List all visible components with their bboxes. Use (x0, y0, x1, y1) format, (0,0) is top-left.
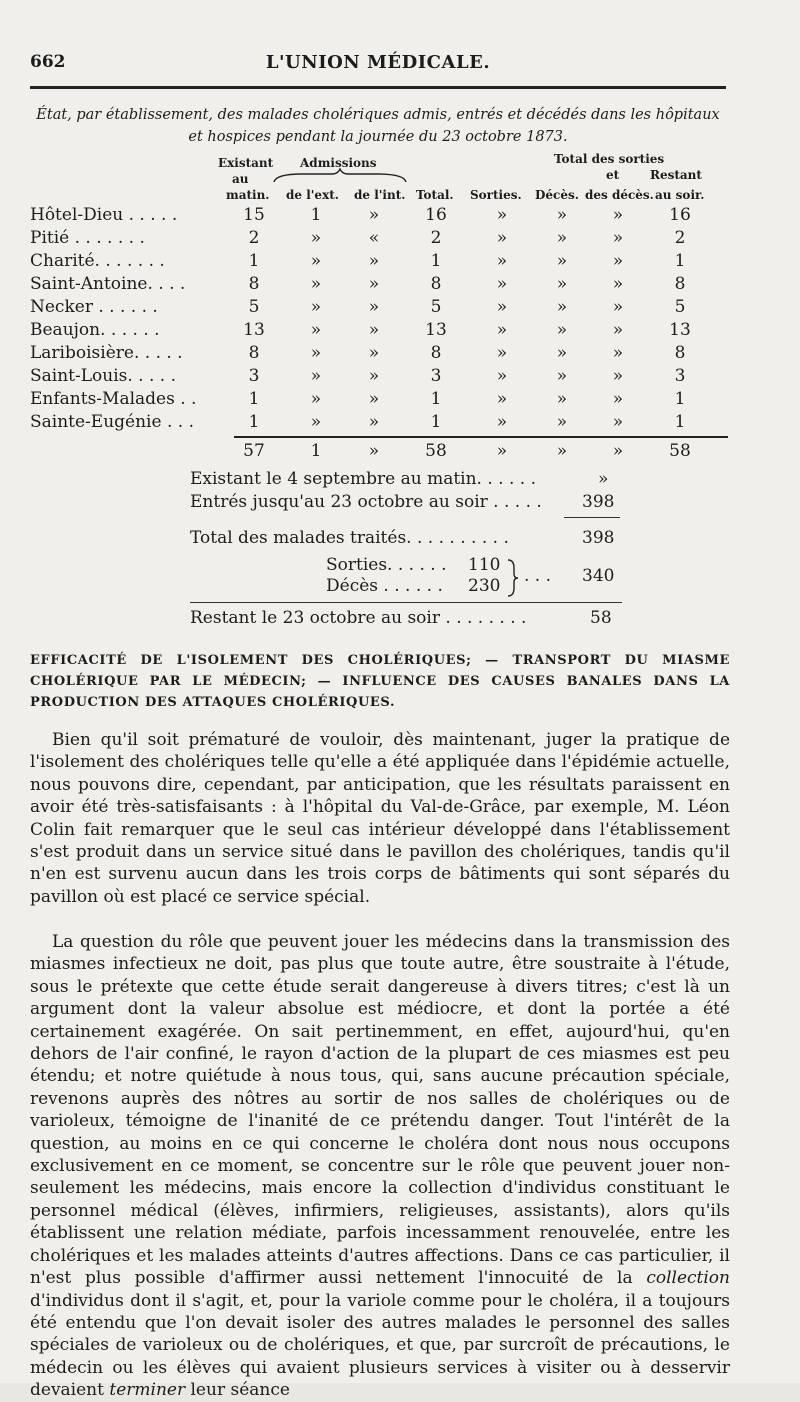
table-cell: 8 (248, 274, 260, 294)
total-cell: 58 (669, 441, 691, 461)
table-cell: » (368, 274, 380, 294)
header-rule (30, 86, 726, 89)
summary-restant-label: Restant le 23 octobre au soir . . . . . . . . (190, 608, 527, 628)
table-cell: » (310, 366, 322, 386)
table-cell: » (556, 205, 568, 225)
summary-sd-total: 340 (582, 566, 615, 586)
summary-dots: . . . (524, 566, 552, 586)
total-cell: 1 (310, 441, 322, 461)
table-cell: » (368, 343, 380, 363)
summary-existant-value: » (598, 469, 609, 489)
table-cell: » (556, 412, 568, 432)
table-row (30, 228, 730, 251)
paragraph-1-text: Bien qu'il soit prématuré de vouloir, dès maintenant, juger la pratique de l'isolement des cholériques telle qu'elle a été appliquée dans l'épidémie actuelle, nous pouvons dire, cependant, par anticipation, que les résultats paraissent en avoir été très-satisfaisants : à l'hôpital du Val-de-Grâce, par exemple, M. Léon Colin fait remarquer que le seul cas intérieur développé dans l'établissement s'est produit dans un service situé dans le pavillon des cholériques, tandis qu'il n'en est survenu aucun dans les trois corps de bâtiments qui sont séparés du pavillon où est placé ce service spécial. (30, 730, 730, 907)
table-row (30, 251, 730, 274)
table-cell: 8 (430, 343, 442, 363)
table-cell: 13 (243, 320, 265, 340)
table-row (30, 412, 730, 435)
summary-total-label: Total des malades traités. . . . . . . . . . (190, 528, 509, 548)
header-existant: Existant (218, 156, 274, 170)
table-cell: » (556, 389, 568, 409)
table-cell: 8 (674, 343, 686, 363)
table-cell: » (368, 320, 380, 340)
table-cell: » (556, 320, 568, 340)
table-cell: 1 (248, 412, 260, 432)
hospital-name: Charité. . . . . . . (30, 251, 165, 271)
table-cell: » (556, 228, 568, 248)
table-cell: » (612, 251, 624, 271)
page-header (30, 52, 726, 80)
table-cell: « (368, 228, 380, 248)
table-cell: 2 (430, 228, 442, 248)
table-cell: » (496, 320, 508, 340)
header-total: Total. (416, 188, 454, 202)
totals-row (30, 441, 730, 465)
table-cell: » (612, 389, 624, 409)
table-cell: » (368, 366, 380, 386)
paragraph-2-part-b: d'individus dont il s'agit, et, pour la variole comme pour le choléra, il a toujours été entendu que l'on devait isoler des autres malades le personnel des salles spéciales de varioleux ou de cholériques, et que, par surcroît de précautions, le médecin ou les élèves qui avaient plusieurs services à visiter ou à desservir devaient (30, 1290, 730, 1401)
table-cell: 1 (430, 412, 442, 432)
header-existant-au: au (232, 172, 249, 186)
table-cell: » (496, 412, 508, 432)
hospital-name: Necker . . . . . . (30, 297, 158, 317)
table-cell: 5 (430, 297, 442, 317)
table-cell: 1 (674, 412, 686, 432)
table-cell: » (612, 366, 624, 386)
table-cell: » (496, 297, 508, 317)
total-cell: » (612, 441, 624, 461)
table-row (30, 297, 730, 320)
hospital-name: Lariboisière. . . . . (30, 343, 183, 363)
table-cell: » (368, 251, 380, 271)
table-cell: » (310, 412, 322, 432)
table-cell: » (496, 251, 508, 271)
header-et: et (606, 168, 620, 182)
table-cell: » (556, 251, 568, 271)
hospital-name: Saint-Louis. . . . . (30, 366, 177, 386)
table-cell: » (496, 205, 508, 225)
summary-entres-label: Entrés jusqu'au 23 octobre au soir . . . . . (190, 492, 542, 512)
header-existant-matin: matin. (226, 188, 270, 202)
paragraph-1 (30, 729, 730, 908)
header-int: de l'int. (354, 188, 406, 202)
table-cell: » (368, 205, 380, 225)
table-cell: » (612, 320, 624, 340)
summary-deces-label: Décès . . . . . . (326, 576, 443, 596)
summary-total-value: 398 (582, 528, 615, 548)
table-cell: » (496, 366, 508, 386)
table-row (30, 366, 730, 389)
table-cell: » (310, 228, 322, 248)
header-des-deces: des décès. (585, 188, 654, 202)
paragraph-2-emphasis-collection: collection (646, 1268, 730, 1289)
table-cell: » (310, 343, 322, 363)
paragraph-2-emphasis-terminer: terminer (109, 1380, 186, 1401)
table-cell: 13 (425, 320, 447, 340)
table-cell: » (310, 320, 322, 340)
table-cell: 1 (674, 389, 686, 409)
table-cell: 1 (248, 251, 260, 271)
table-cell: » (556, 274, 568, 294)
table-cell: 16 (669, 205, 691, 225)
table-cell: 1 (430, 251, 442, 271)
table-cell: » (496, 228, 508, 248)
table-row (30, 320, 730, 343)
sorties-deces-brace (506, 558, 520, 598)
table-cell: 5 (248, 297, 260, 317)
table-cell: 1 (248, 389, 260, 409)
table-cell: » (612, 297, 624, 317)
table-cell: » (556, 366, 568, 386)
page-number: 662 (30, 52, 66, 72)
table-row (30, 274, 730, 297)
table-cell: 2 (248, 228, 260, 248)
hospital-name: Enfants-Malades . . (30, 389, 197, 409)
table-cell: » (612, 205, 624, 225)
hospital-name: Beaujon. . . . . . (30, 320, 160, 340)
paragraph-2 (30, 931, 730, 1402)
table-cell: » (612, 412, 624, 432)
hospital-name: Saint-Antoine. . . . (30, 274, 186, 294)
table-cell: » (496, 343, 508, 363)
total-cell: 58 (425, 441, 447, 461)
section-heading: EFFICACITÉ DE L'ISOLEMENT DES CHOLÉRIQUES; — TRANSPORT DU MIASME CHOLÉRIQUE PAR LE MÉDECIN; — INFLUENCE DES CAUSES BANALES DANS LA PRODUCTION DES ATTAQUES CHOLÉRIQUES. (30, 653, 730, 710)
table-cell: » (556, 297, 568, 317)
header-restant: Restant (650, 168, 702, 182)
table-cell: » (612, 274, 624, 294)
table-cell: 8 (674, 274, 686, 294)
caption-line-2: et hospices pendant la journée du 23 octobre 1873. (188, 129, 568, 145)
total-cell: » (368, 441, 380, 461)
table-cell: 2 (674, 228, 686, 248)
table-cell: 1 (674, 251, 686, 271)
table-cell: 3 (248, 366, 260, 386)
table-caption (30, 104, 726, 148)
header-deces: Décès. (535, 188, 579, 202)
table-cell: » (310, 297, 322, 317)
summary-sorties-label: Sorties. . . . . . (326, 555, 447, 575)
summary-restant-value: 58 (590, 608, 612, 628)
table-row (30, 343, 730, 366)
table-row (30, 205, 730, 228)
table-cell: » (368, 297, 380, 317)
hospital-name: Hôtel-Dieu . . . . . (30, 205, 178, 225)
table-cell: » (368, 412, 380, 432)
hospital-name: Sainte-Eugénie . . . (30, 412, 194, 432)
table-row (30, 389, 730, 412)
header-total-sorties: Total des sorties (554, 152, 665, 166)
table-cell: 8 (248, 343, 260, 363)
table-cell: 8 (430, 274, 442, 294)
summary-rule-2 (190, 602, 622, 603)
cholera-table (30, 205, 730, 435)
caption-line-1: État, par établissement, des malades cholériques admis, entrés et décédés dans les hôpitaux (36, 107, 720, 123)
table-cell: 15 (243, 205, 265, 225)
paragraph-2-part-c: leur séance (185, 1380, 290, 1401)
table-cell: 5 (674, 297, 686, 317)
summary-entres-value: 398 (582, 492, 615, 512)
table-cell: 3 (674, 366, 686, 386)
table-cell: » (368, 389, 380, 409)
summary-existant-label: Existant le 4 septembre au matin. . . . . . (190, 469, 536, 489)
table-cell: » (496, 389, 508, 409)
hospital-name: Pitié . . . . . . . (30, 228, 145, 248)
table-cell: » (612, 343, 624, 363)
table-cell: » (310, 274, 322, 294)
admissions-brace (272, 168, 408, 184)
table-cell: » (556, 343, 568, 363)
table-cell: 1 (430, 389, 442, 409)
summary-deces-value: 230 (468, 576, 501, 596)
table-cell: 3 (430, 366, 442, 386)
table-cell: 13 (669, 320, 691, 340)
header-ext: de l'ext. (286, 188, 339, 202)
total-cell: » (496, 441, 508, 461)
header-au-soir: au soir. (655, 188, 705, 202)
table-cell: » (496, 274, 508, 294)
header-admissions: Admissions (300, 156, 377, 170)
total-cell: 57 (243, 441, 265, 461)
summary-sorties-value: 110 (468, 555, 501, 575)
table-cell: 16 (425, 205, 447, 225)
table-cell: 1 (310, 205, 322, 225)
totals-rule (234, 436, 728, 438)
summary-rule-1 (564, 517, 620, 518)
header-sorties: Sorties. (470, 188, 522, 202)
table-cell: » (310, 251, 322, 271)
paragraph-2-part-a: La question du rôle que peuvent jouer les médecins dans la transmission des miasmes infectieux ne doit, pas plus que toute autre, être soustraite à l'étude, sous le prétexte que cette étude serait dangereuse à divers titres; c'est là un argument dont la valeur absolue est médiocre, et dont la portée a été certainement exagérée. On sait pertinemment, en effet, aujourd'hui, qu'en dehors de l'air confiné, le rayon d'action de la plupart de ces miasmes est peu étendu; et notre quiétude à nous tous, qui, sans aucune précaution spéciale, revenons auprès des nôtres au sortir de nos salles de cholériques ou de varioleux, témoigne de l'inanité de ce prétendu danger. Tout l'intérêt de la question, au moins en ce qui concerne le choléra dont nous nous occupons exclusivement en ce moment, se concentre sur le rôle que peuvent jouer non-seulement les médecins, mais encore la collection d'individus constituant le personnel médical (élèves, infirmiers, religieuses, assistants), alors qu'ils établissent une relation médiate, parfois incessamment renouvelée, entre les cholériques et les malades atteints d'autres affections. Dans ce cas particulier, il n'est plus possible d'affirmer aussi nettement l'innocuité de la (30, 932, 730, 1289)
table-cell: » (310, 389, 322, 409)
paragraph-2-text (30, 931, 730, 1402)
table-cell: » (612, 228, 624, 248)
total-cell: » (556, 441, 568, 461)
journal-title: L'UNION MÉDICALE. (265, 52, 491, 73)
